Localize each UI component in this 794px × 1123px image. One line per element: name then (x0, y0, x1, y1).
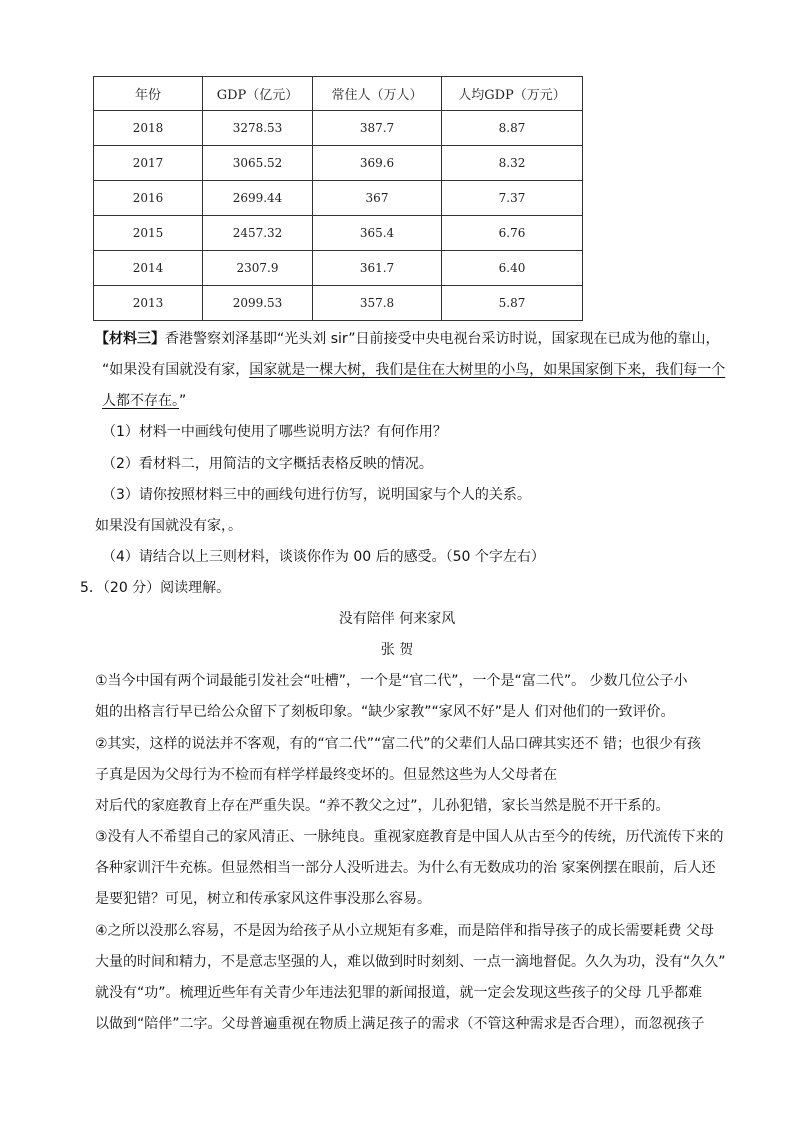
material3-line-2 (102, 360, 725, 380)
question-3: （3）请你按照材料三中的画线句进行仿写，说明国家与个人的关系。 (102, 487, 531, 503)
cell-gdp: 2457.32 (203, 216, 313, 251)
cell-year: 2014 (94, 251, 203, 286)
paragraph-3-line-2: 各种家训汗牛充栋。但显然相当一部分人没听进去。为什么有无数成功的治 家案例摆在眼前，后人还 (95, 860, 716, 876)
cell-population: 357.8 (313, 286, 442, 321)
paragraph-1-line-2: 姐的出格言行早已给公众留下了刻板印象。“缺少家教”“家风不好”是人 们对他们的一致评价。 (95, 704, 675, 720)
cell-population: 361.7 (313, 251, 442, 286)
gdp-table (93, 76, 583, 321)
cell-gdp-per-capita: 6.76 (442, 216, 583, 251)
paragraph-1-line-1: ①当今中国有两个词最能引发社会“吐槽”，一个是“官二代”，一个是“富二代”。 少数几位公子小 (95, 673, 688, 689)
header-gdp-per-capita: 人均GDP（万元） (442, 77, 583, 111)
cell-gdp-per-capita: 8.87 (442, 111, 583, 146)
cell-gdp: 2307.9 (203, 251, 313, 286)
cell-population: 369.6 (313, 146, 442, 181)
cell-population: 387.7 (313, 111, 442, 146)
cell-population: 365.4 (313, 216, 442, 251)
cell-gdp: 2099.53 (203, 286, 313, 321)
article-author: 张 贺 (380, 642, 414, 658)
table-row (94, 286, 583, 321)
table-row (94, 146, 583, 181)
header-population: 常住人（万人） (313, 77, 442, 111)
table-row (94, 216, 583, 251)
cell-year: 2018 (94, 111, 203, 146)
material3-text: 香港警察刘泽基即“光头刘 sir”日前接受中央电视台采访时说，国家现在已成为他的靠山， (165, 331, 720, 347)
cell-gdp-per-capita: 7.37 (442, 181, 583, 216)
material3-underlined-sentence: 国家就是一棵大树，我们是住在大树里的小鸟，如果国家倒下来，我们每一个 (249, 362, 726, 378)
cell-year: 2016 (94, 181, 203, 216)
cell-gdp: 3278.53 (203, 111, 313, 146)
cell-year: 2013 (94, 286, 203, 321)
material3-label: 【材料三】 (95, 331, 165, 347)
table-header-row (94, 77, 583, 111)
question-3-answer-line: 如果没有国就没有家，。 (95, 518, 242, 534)
cell-gdp: 2699.44 (203, 181, 313, 216)
material3-line-3 (102, 391, 186, 411)
paragraph-2-line-1: ②其实，这样的说法并不客观，有的“官二代”“富二代”的父辈们人品口碑其实还不 错；也很少有孩 (95, 736, 702, 752)
paragraph-4-line-2: 大量的时间和精力，不是意志坚强的人，难以做到时时刻刻、一点一滴地督促。久久为功，没有“久久” (95, 954, 726, 970)
material3-quote-end: ” (179, 393, 187, 409)
cell-gdp-per-capita: 8.32 (442, 146, 583, 181)
cell-gdp-per-capita: 5.87 (442, 286, 583, 321)
cell-gdp-per-capita: 6.40 (442, 251, 583, 286)
paragraph-4-line-4: 以做到“陪伴”二字。父母普遍重视在物质上满足孩子的需求（不管这种需求是否合理），而忽视孩子 (95, 1016, 705, 1032)
cell-year: 2017 (94, 146, 203, 181)
paragraph-2-line-3: 对后代的家庭教育上存在严重失误。“养不教父之过”，儿孙犯错，家长当然是脱不开干系的。 (95, 798, 670, 814)
cell-year: 2015 (94, 216, 203, 251)
question-2: （2）看材料二，用简洁的文字概括表格反映的情况。 (102, 456, 433, 472)
table-row (94, 251, 583, 286)
material3-underlined-sentence-end: 人都不存在。 (102, 393, 179, 409)
section-5-heading: 5．（20 分）阅读理解。 (80, 580, 231, 596)
header-gdp: GDP（亿元） (203, 77, 313, 111)
paragraph-4-line-1: ④之所以没那么容易，不是因为给孩子从小立规矩有多难，而是陪伴和指导孩子的成长需要耗费 父母 (95, 923, 714, 939)
paragraph-4-line-3: 就没有“功”。梳理近些年有关青少年违法犯罪的新闻报道，就一定会发现这些孩子的父母 几乎都难 (95, 985, 702, 1001)
paragraph-3-line-1: ③没有人不希望自己的家风清正、一脉纯良。重视家庭教育是中国人从古至今的传统，历代流传下来的 (95, 829, 724, 845)
question-1: （1）材料一中画线句使用了哪些说明方法？有何作用？ (102, 424, 447, 440)
article-title: 没有陪伴 何来家风 (338, 611, 456, 627)
table-row (94, 111, 583, 146)
header-year: 年份 (94, 77, 203, 111)
table-row (94, 181, 583, 216)
question-4: （4）请结合以上三则材料，谈谈你作为 00 后的感受。（50 个字左右） (102, 549, 545, 565)
paragraph-3-line-3: 是要犯错？可见，树立和传承家风这件事没那么容易。 (95, 891, 431, 907)
material3-quote-start: “如果没有国就没有家， (102, 362, 250, 378)
cell-gdp: 3065.52 (203, 146, 313, 181)
material3-line-1 (95, 329, 719, 349)
paragraph-2-line-2: 子真是因为父母行为不检而有样学样最终变坏的。但显然这些为人父母者在 (95, 767, 557, 783)
cell-population: 367 (313, 181, 442, 216)
